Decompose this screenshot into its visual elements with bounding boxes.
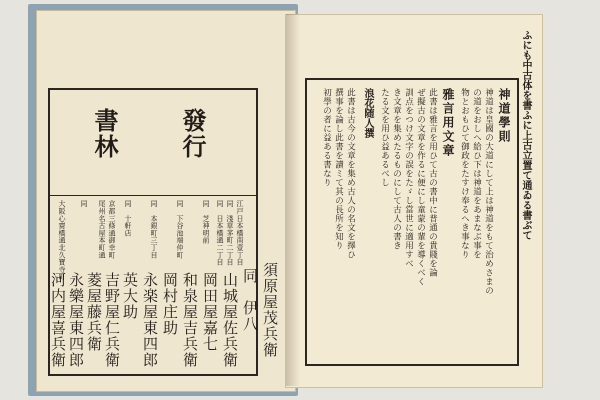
advert-heading-gagen: 雅言用文章 [441, 88, 455, 158]
address-line: 京都三條通御幸町 [108, 200, 116, 259]
advert-body-line: 撰事を論し此書を讀ミて其の長所を知り [333, 88, 344, 250]
advert-body-line: ぜ擬古の文章を作るに便にし童蒙の輩を導くべく [415, 88, 426, 286]
address-line: 同 芝神明前 [202, 200, 210, 244]
address-line: 同 本銀町三丁目 [150, 200, 158, 259]
publisher-name: 菱屋藤兵衛 [85, 272, 103, 352]
advert-body-line: 初學の者に益ある書なり [321, 88, 332, 187]
publisher-name: 英大助 [121, 272, 139, 320]
publisher-name: 同 伊八 [241, 268, 259, 332]
address-line: 同 [80, 200, 88, 208]
book-spine [286, 14, 300, 386]
address-line: 大阪心齋橋通北久寶寺町 [58, 200, 66, 281]
advert-body-line: 神道は皇國の大道にして上は神道をもて治めさまの [483, 88, 494, 295]
advert-heading-naniwa: 浪花随人撰 [362, 88, 373, 138]
colophon-title-shorin: 書林 [90, 108, 119, 160]
address-line: 尾州名古屋本町通 [98, 200, 106, 259]
address-line: 同 日本橋通二丁目 [216, 200, 224, 266]
address-line: 江戸日本橋南壹丁目 [236, 200, 244, 266]
advert-header-line: ふにも中古体を書ふに上古立置て通ゐる書ぶて [520, 30, 531, 240]
publisher-name: 山城屋佐兵衛 [221, 272, 239, 368]
publisher-name: 岡田屋嘉七 [201, 272, 219, 352]
address-line: 同 十軒店 [124, 200, 132, 237]
publisher-name: 吉野屋仁兵衛 [103, 272, 121, 368]
publisher-name: 永楽屋東四郎 [141, 272, 159, 368]
colophon-divider [50, 195, 256, 196]
address-line: 同 淺草茅町二丁目 [226, 200, 234, 266]
publisher-name: 岡村庄助 [161, 272, 179, 336]
publisher-name: 永樂屋東四郎 [67, 272, 85, 368]
publisher-name: 和泉屋吉兵衛 [181, 272, 199, 368]
advert-body-line: 物とおもひて御政をたすけ奉るへき事なり [459, 88, 470, 259]
advert-body-line: 訓点をつけ文字の誤をたゞし當世に適用すべ [403, 88, 414, 268]
colophon-title-hakko: 發行 [178, 108, 207, 160]
publisher-name: 須原屋茂兵衛 [261, 262, 279, 358]
address-line: 同 下谷池端仲町 [176, 200, 184, 259]
advert-body-line: たる文を用ひ益あるべし [379, 88, 390, 187]
advert-body-line: の道をおしへ給ひ下は神道をあまなぶ事を [471, 88, 482, 259]
advert-body-line: き文章を集めたるものにして古人の書き [391, 88, 402, 250]
advert-body-line: 此書は古今の文章を集め古人の名文を擇ひ [345, 88, 356, 259]
advert-heading-shinto: 神道學則 [497, 88, 511, 144]
advert-body-line: 此書は雅言を用ひて古の書中に普通の貴賤を論 [427, 88, 438, 277]
publisher-name: 河内屋喜兵衛 [49, 272, 67, 368]
